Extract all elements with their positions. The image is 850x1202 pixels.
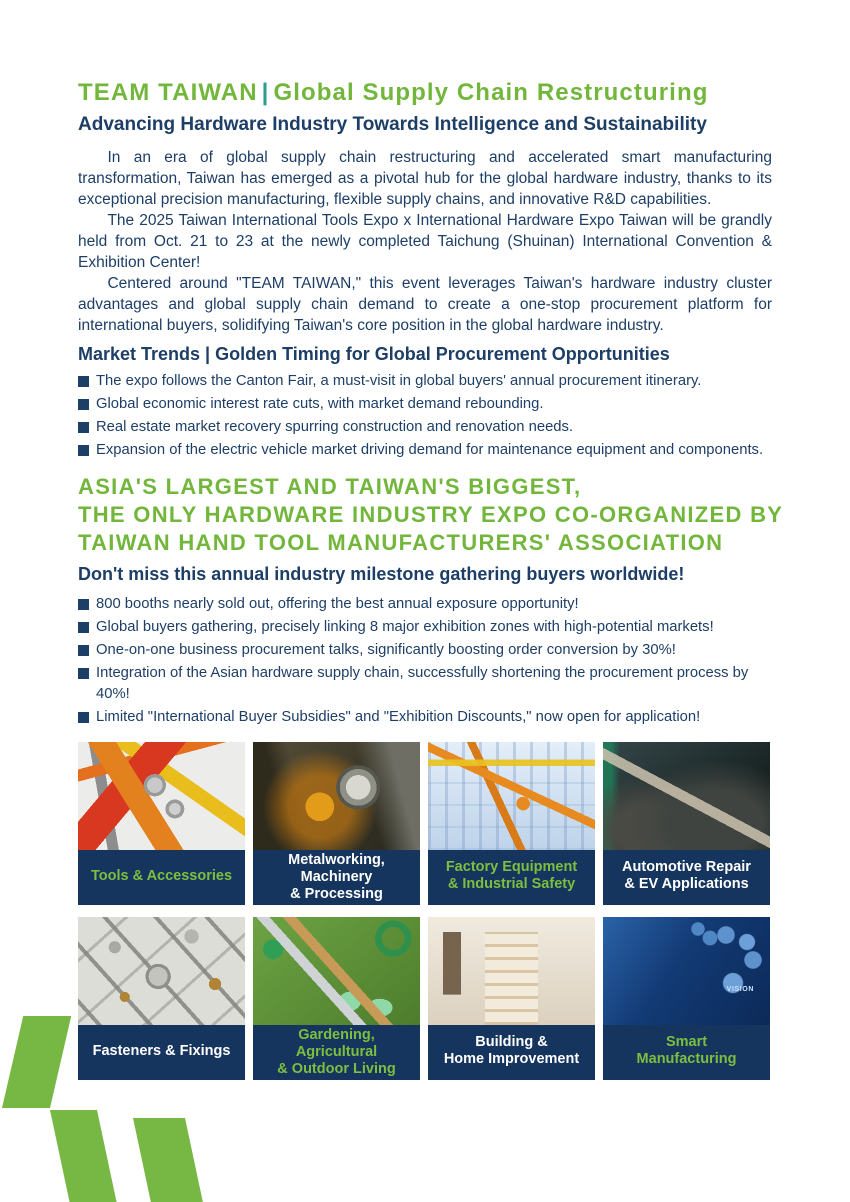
bullet-item [78,663,772,705]
bullet-item [78,394,772,415]
category-caption [253,850,420,905]
bullet-square-icon [78,622,89,633]
category-photo [603,742,770,850]
bullet-text: Limited "International Buyer Subsidies" and "Exhibition Discounts," now open for application! [96,709,701,725]
category-grid [78,742,772,1080]
page-title-rest: Global Supply Chain Restructuring [273,79,709,106]
page-title-separator: | [261,79,270,106]
expo-banner-heading-line: THE ONLY HARDWARE INDUSTRY EXPO CO-ORGANIZED BY [78,502,784,527]
bullet-item [78,640,772,661]
green-slash-decoration [2,1016,71,1108]
bullet-square-icon [78,668,89,679]
category-caption [428,1025,595,1077]
bullet-square-icon [78,712,89,723]
category-card [428,917,595,1080]
category-caption-line2: Manufacturing [636,1051,737,1067]
bullet-square-icon [78,376,89,387]
expo-highlights-bullet-list [78,594,772,728]
category-caption-line1: Building & [475,1034,548,1050]
category-caption [78,1025,245,1077]
bullet-item [78,371,772,392]
photo-overlay-text: VISION [726,986,754,994]
category-card [253,742,420,905]
category-caption-line1: Factory Equipment [445,859,578,875]
category-photo [78,742,245,850]
green-slash-decoration [133,1118,203,1202]
bullet-item [78,440,772,461]
bullet-text: Global economic interest rate cuts, with market demand rebounding. [96,396,544,412]
page-title-team: TEAM TAIWAN [78,79,258,106]
market-trends-heading: Market Trends | Golden Timing for Global Procurement Opportunities [78,344,670,364]
category-photo [428,742,595,850]
bullet-item [78,417,772,438]
category-card [253,917,420,1080]
intro-paragraphs [78,147,772,336]
category-photo [253,917,420,1025]
bullet-square-icon [78,422,89,433]
bullet-text: One-on-one business procurement talks, significantly boosting order conversion by 30%! [96,642,676,658]
category-caption [428,850,595,902]
bullet-square-icon [78,399,89,410]
category-photo [78,917,245,1025]
bullet-item [78,594,772,615]
category-photo [428,917,595,1025]
category-caption-line2: & Processing [290,886,383,902]
page-subtitle: Advancing Hardware Industry Towards Intelligence and Sustainability [78,114,707,135]
expo-banner-heading-line: TAIWAN HAND TOOL MANUFACTURERS' ASSOCIATION [78,530,724,555]
category-card [603,917,770,1080]
bullet-text: Expansion of the electric vehicle market driving demand for maintenance equipment and components. [96,442,764,458]
category-caption-line1: Smart [665,1034,708,1050]
bullet-text: 800 booths nearly sold out, offering the best annual exposure opportunity! [96,596,579,612]
bullet-item [78,617,772,638]
bullet-square-icon [78,599,89,610]
category-card [78,917,245,1080]
category-caption-line2: & Industrial Safety [447,876,576,892]
bullet-square-icon [78,645,89,656]
intro-paragraph: In an era of global supply chain restructuring and accelerated smart manufacturing transformation, Taiwan has emerged as a pivotal hub for the global hardware industry, thanks to its exceptional precision manufacturing, flexible supply chains, and innovative R&D capabilities. [78,149,772,208]
category-card [603,742,770,905]
page-title [78,80,772,106]
category-card [428,742,595,905]
expo-banner-heading-line: ASIA'S LARGEST AND TAIWAN'S BIGGEST, [78,474,582,499]
bullet-item [78,707,772,728]
category-caption-line1: Gardening, Agricultural [295,1027,378,1060]
bullet-text: The expo follows the Canton Fair, a must-visit in global buyers' annual procurement itinerary. [96,373,702,389]
expo-banner-heading [78,473,784,557]
category-caption [78,850,245,902]
category-photo [253,742,420,850]
category-caption [603,1025,770,1077]
category-caption [253,1025,420,1080]
intro-paragraph: Centered around "TEAM TAIWAN," this event leverages Taiwan's hardware industry cluster advantages and global supply chain demand to create a one-stop procurement platform for international buyers, solidifying Taiwan's core position in the global hardware industry. [78,275,772,334]
bullet-text: Global buyers gathering, precisely linking 8 major exhibition zones with high-potential markets! [96,619,714,635]
flyer-content [78,0,784,1080]
intro-paragraph: The 2025 Taiwan International Tools Expo x International Hardware Expo Taiwan will be grandly held from Oct. 21 to 23 at the newly completed Taichung (Shuinan) International Convention & Exhibition Center! [78,212,772,271]
milestone-subheading: Don't miss this annual industry milestone gathering buyers worldwide! [78,564,685,584]
category-card [78,742,245,905]
green-slash-decoration [50,1110,117,1202]
category-caption-line1: Automotive Repair [622,859,751,875]
category-caption-line1: Tools & Accessories [90,867,233,884]
category-photo [603,917,770,1025]
category-caption [603,850,770,902]
bullet-text: Real estate market recovery spurring construction and renovation needs. [96,419,574,435]
category-caption-line1: Metalworking, Machinery [288,852,385,885]
category-caption-line1: Fasteners & Fixings [92,1042,231,1059]
bullet-text: Integration of the Asian hardware supply chain, successfully shortening the procurement process by 40%! [96,665,749,702]
category-caption-line2: & EV Applications [624,876,749,892]
market-trends-bullet-list [78,371,772,461]
category-caption-line2: & Outdoor Living [277,1061,396,1077]
bullet-square-icon [78,445,89,456]
category-caption-line2: Home Improvement [443,1051,580,1067]
